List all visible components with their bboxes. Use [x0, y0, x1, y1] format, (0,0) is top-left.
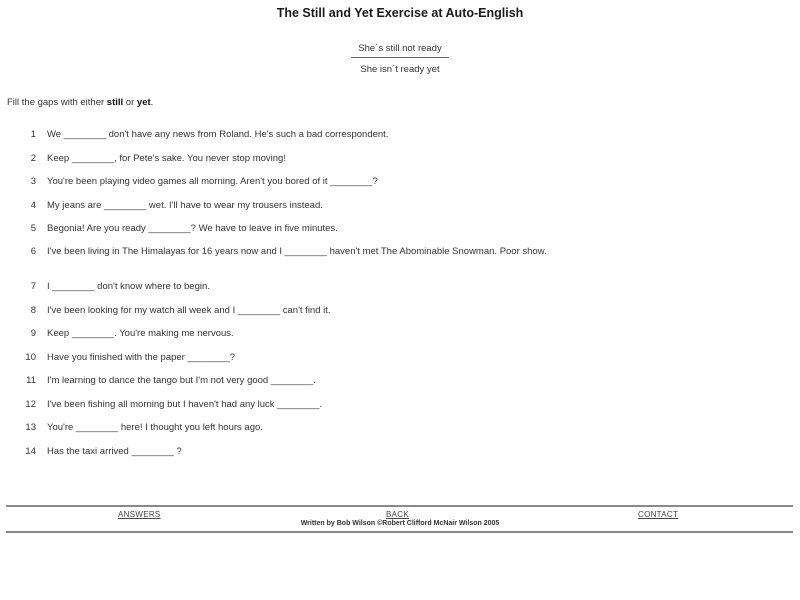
question-item — [0, 375, 560, 399]
question-text: I'm learning to dance the tango but I'm not very good ________. — [47, 375, 316, 386]
contact-link[interactable]: CONTACT — [638, 510, 679, 519]
question-number: 14 — [25, 446, 36, 457]
question-text: I ________ don't know where to begin. — [47, 281, 210, 292]
instructions-middle: or — [123, 97, 137, 108]
question-item — [0, 446, 560, 469]
question-text: You're been playing video games all morning. Aren't you bored of it ________? — [47, 176, 378, 187]
question-text: I've been fishing all morning but I haven't had any luck ________. — [47, 399, 323, 410]
question-number: 9 — [30, 328, 36, 339]
question-text: Keep ________, for Pete's sake. You never stop moving! — [47, 153, 286, 164]
question-item — [0, 281, 560, 305]
question-number: 1 — [30, 129, 36, 140]
question-number: 12 — [25, 399, 36, 410]
answers-link[interactable]: ANSWERS — [118, 510, 161, 519]
footer-bottom-rule — [6, 531, 793, 533]
footer-top-rule — [6, 505, 793, 507]
question-item — [0, 305, 560, 328]
question-item — [0, 328, 560, 352]
question-number: 13 — [25, 422, 36, 433]
example-divider — [351, 57, 449, 58]
question-text: We ________ don't have any news from Roland. He's such a bad correspondent. — [47, 129, 389, 140]
instructions-suffix: . — [150, 97, 154, 108]
question-number: 5 — [30, 223, 36, 234]
question-text: Begonia! Are you ready ________? We have to leave in five minutes. — [47, 223, 338, 234]
question-number: 3 — [30, 176, 36, 187]
question-item — [0, 200, 560, 223]
question-list — [0, 129, 560, 469]
question-text: I've been looking for my watch all week and I ________ can't find it. — [47, 305, 331, 316]
instructions-word-yet: yet — [136, 97, 151, 108]
instructions-word-still: still — [106, 97, 124, 108]
instructions — [7, 97, 153, 108]
page-title: The Still and Yet Exercise at Auto-English — [276, 6, 524, 20]
question-text: I've been living in The Himalayas for 16 years now and I ________ haven't met The Abominable Snowman. Poor show. — [47, 246, 547, 257]
question-text: My jeans are ________ wet. I'll have to wear my trousers instead. — [47, 200, 323, 211]
back-link[interactable]: BACK — [386, 510, 409, 519]
question-number: 7 — [30, 281, 36, 292]
question-number: 10 — [25, 352, 36, 363]
question-item — [0, 176, 560, 200]
question-text: Have you finished with the paper ________? — [47, 352, 236, 363]
question-text: Has the taxi arrived ________ ? — [47, 446, 182, 457]
question-number: 8 — [30, 305, 36, 316]
question-number: 2 — [30, 153, 36, 164]
question-text: Keep ________. You're making me nervous. — [47, 328, 234, 339]
question-text: You're ________ here! I thought you left hours ago. — [47, 422, 263, 433]
question-item — [0, 352, 560, 375]
footer-credit: Written by Bob Wilson ©Robert Clifford McNair Wilson 2005 — [300, 520, 500, 527]
question-item — [0, 129, 560, 153]
question-number: 4 — [30, 200, 36, 211]
example-still-sentence: She´s still not ready — [358, 43, 442, 54]
example-yet-sentence: She isn´t ready yet — [360, 64, 440, 75]
question-item — [0, 153, 560, 176]
question-item — [0, 223, 560, 246]
instructions-prefix: Fill the gaps with either — [7, 97, 107, 108]
question-number: 11 — [26, 375, 36, 386]
question-item — [0, 246, 560, 281]
question-item — [0, 422, 560, 446]
question-number: 6 — [30, 246, 36, 257]
question-item — [0, 399, 560, 422]
